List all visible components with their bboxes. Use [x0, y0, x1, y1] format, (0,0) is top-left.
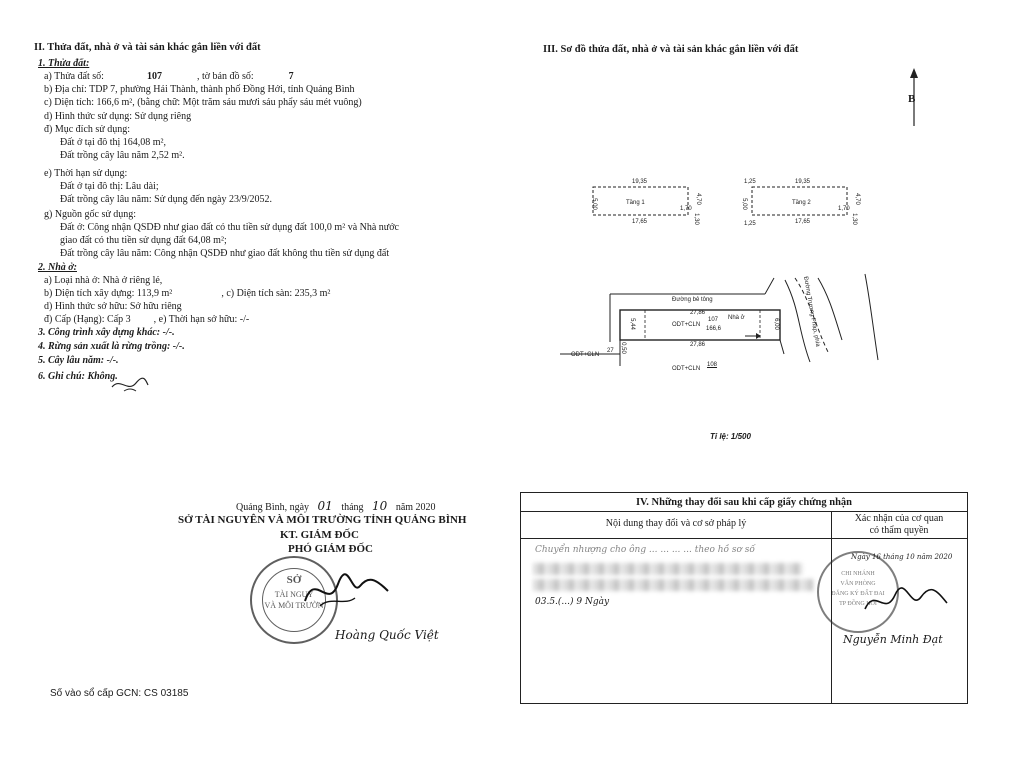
- parcel-section-title: 1. Thửa đất:: [38, 58, 90, 69]
- purpose-perennial: Đất trồng cây lâu năm 2,52 m².: [60, 150, 185, 161]
- width-left-dim: 5,44: [628, 318, 635, 330]
- registry-seal-line-2: VĂN PHÒNG: [840, 581, 876, 587]
- floor2-top-left-dim: 1,25: [744, 179, 756, 185]
- parcel-plan-number: 107: [708, 317, 719, 323]
- floor1-right-dim-c: 1,30: [692, 213, 699, 225]
- registry-seal-line-1: CHI NHÁNH: [841, 571, 875, 577]
- width-small-dim: 0,50: [619, 342, 626, 354]
- registry-number: Số vào sổ cấp GCN: CS 03185: [50, 688, 189, 699]
- section-iii-heading: III. Sơ đồ thửa đất, nhà ở và tài sản khác gắn liền với đất: [543, 44, 799, 55]
- grade: đ) Cấp (Hạng): Cấp 3: [44, 314, 131, 325]
- col-content-header: Nội dung thay đổi và cơ sở pháp lý: [605, 518, 747, 529]
- redacted-line-2: [533, 563, 803, 575]
- house-section-title: 2. Nhà ở:: [38, 262, 77, 273]
- floor1-right-dim-a: 4,70: [694, 193, 701, 205]
- parcel-plan-area: 166,6: [706, 326, 722, 332]
- floor1-label: Tầng 1: [626, 200, 645, 206]
- changes-table: [520, 492, 968, 704]
- signing-date: [236, 500, 436, 514]
- handwritten-change-line-1: Chuyển nhượng cho ông ... ... ... ... theo hồ sơ số: [535, 545, 755, 555]
- parcel-number-label: a) Thửa đất số:: [44, 71, 104, 82]
- map-sheet-number: 7: [288, 71, 294, 82]
- site-plan-drawing: [560, 270, 900, 380]
- term-label: e) Thời hạn sử dụng:: [44, 168, 128, 179]
- floor1-left-dim: 5,00: [590, 198, 597, 210]
- perennial-trees-line: 5. Cây lâu năm: -/-.: [38, 355, 119, 366]
- ownership-line: d) Hình thức sở hữu: Sở hữu riêng: [44, 301, 182, 312]
- floor2-right-dim-a: 4,70: [853, 193, 860, 205]
- purpose-urban: Đất ở tại đô thị 164,08 m²,: [60, 137, 167, 148]
- north-label: B: [908, 93, 916, 105]
- floor-area: , c) Diện tích sàn: 235,3 m²: [221, 288, 331, 299]
- parcel-number-line: [44, 71, 294, 83]
- floor2-top-dim: 19,35: [795, 179, 811, 185]
- length-bottom-dim: 27,86: [690, 342, 706, 348]
- map-sheet-label: , tờ bản đồ số:: [196, 71, 254, 82]
- date-month: 10: [372, 499, 388, 513]
- seal-line-1: TÀI NGUY: [274, 590, 314, 599]
- role-deputy-for: KT. GIÁM ĐỐC: [280, 529, 359, 541]
- issuer-org: SỞ TÀI NGUYÊN VÀ MÔI TRƯỜNG TỈNH QUẢNG BÌNH: [178, 514, 467, 526]
- area-line: c) Diện tích: 166,6 m², (bằng chữ: Một trăm sáu mươi sáu phẩy sáu mét vuông): [44, 97, 362, 108]
- floor2-left-dim: 5,00: [740, 198, 747, 210]
- house-label: Nhà ở: [728, 315, 745, 321]
- other-works-line: 3. Công trình xây dựng khác: -/-.: [38, 327, 175, 338]
- date-prefix: Quảng Bình, ngày: [236, 502, 310, 513]
- seal-line-2: VÀ MÔI TRƯỜN: [264, 601, 324, 610]
- signer-name: Hoàng Quốc Việt: [335, 628, 439, 642]
- term-urban: Đất ở tại đô thị: Lâu dài;: [60, 181, 159, 192]
- floor2-label: Tầng 2: [792, 200, 811, 206]
- month-label: tháng: [341, 502, 364, 513]
- road-top-label: Đường bê tông: [672, 297, 713, 303]
- registry-seal-line-4: TP ĐỒNG HỚI: [839, 601, 877, 607]
- section-ii-heading: II. Thửa đất, nhà ở và tài sản khác gắn liền với đất: [34, 42, 261, 53]
- notes-line: 6. Ghi chú: Không.: [38, 371, 118, 382]
- seal-center-text: SỞ: [286, 574, 302, 586]
- grade-line: [44, 314, 249, 326]
- parcel-code-label: ODT+CLN: [672, 322, 701, 328]
- role-vice-director: PHÓ GIÁM ĐỐC: [288, 543, 373, 555]
- table-divider-header: [521, 538, 967, 539]
- house-area-line: [44, 288, 330, 300]
- origin-line-2: giao đất có thu tiền sử dụng đất 64,08 m²;: [60, 235, 227, 246]
- usage-form-line: d) Hình thức sử dụng: Sử dụng riêng: [44, 111, 192, 122]
- length-top-dim: 27,86: [690, 310, 706, 316]
- parcel-number: 107: [146, 71, 162, 82]
- confirmation-date-note: Ngày 16 tháng 10 năm 2020: [851, 553, 953, 561]
- neighbor-bottom-number: 108: [707, 362, 718, 368]
- col-confirm-header-2: có thẩm quyền: [869, 525, 929, 536]
- build-area: b) Diện tích xây dựng: 113,9 m²: [44, 288, 173, 299]
- floor1-bottom-dim: 17,65: [632, 219, 648, 225]
- width-right-dim: 6,00: [772, 318, 779, 330]
- floor2-bottom-left-dim: 1,25: [744, 221, 756, 227]
- origin-line-1: Đất ở: Công nhận QSDĐ như giao đất có thu tiền sử dụng đất 100,0 m² và Nhà nước: [60, 222, 399, 233]
- purpose-label: đ) Mục đích sử dụng:: [44, 124, 130, 135]
- year-label: năm 2020: [395, 502, 436, 513]
- plan-scale: Tỉ lệ: 1/500: [710, 432, 751, 441]
- col-confirm-header-1: Xác nhận của cơ quan: [854, 513, 944, 524]
- term-perennial: Đất trồng cây lâu năm: Sử dụng đến ngày 23/9/2052.: [60, 194, 273, 205]
- forest-line: 4. Rừng sản xuất là rừng trồng: -/-.: [38, 341, 185, 352]
- registrar-signature: [861, 581, 951, 621]
- house-type-line: a) Loại nhà ở: Nhà ở riêng lẻ,: [44, 275, 163, 286]
- floor2-right-dim-c: 1,30: [850, 213, 857, 225]
- date-day: 01: [317, 499, 333, 513]
- neighbor-bottom-code: ODT+CLN: [672, 366, 701, 372]
- floor2-bottom-dim: 17,65: [795, 219, 811, 225]
- origin-label: g) Nguồn gốc sử dụng:: [44, 209, 137, 220]
- floor2-right-dim-b: 1,70: [838, 206, 850, 212]
- notes-scribble: [110, 375, 150, 395]
- table-divider-top: [521, 511, 967, 512]
- address-line: b) Địa chỉ: TDP 7, phường Hải Thành, thành phố Đồng Hới, tỉnh Quảng Bình: [44, 84, 355, 95]
- road-side-label: Đường Trương Pháp, phía: [802, 276, 821, 348]
- ownership-term: , e) Thời hạn sở hữu: -/-: [153, 314, 250, 325]
- neighbor-left-code: ODT+CLN: [571, 352, 600, 358]
- floor1-right-dim-b: 1,70: [680, 206, 692, 212]
- registrar-name: Nguyễn Minh Đạt: [843, 633, 943, 646]
- director-signature: [300, 566, 390, 616]
- handwritten-change-line-4: 03.5.(...) 9 Ngày: [535, 597, 610, 607]
- redacted-line-3: [533, 579, 813, 591]
- floor1-top-dim: 19,35: [632, 179, 648, 185]
- neighbor-left-number: 27: [607, 348, 614, 354]
- origin-line-3: Đất trồng cây lâu năm: Công nhận QSDĐ như giao đất không thu tiền sử dụng đất: [60, 248, 390, 259]
- registry-seal-line-3: ĐĂNG KÝ ĐẤT ĐAI: [831, 591, 885, 597]
- changes-heading: IV. Những thay đổi sau khi cấp giấy chứng nhận: [635, 497, 853, 508]
